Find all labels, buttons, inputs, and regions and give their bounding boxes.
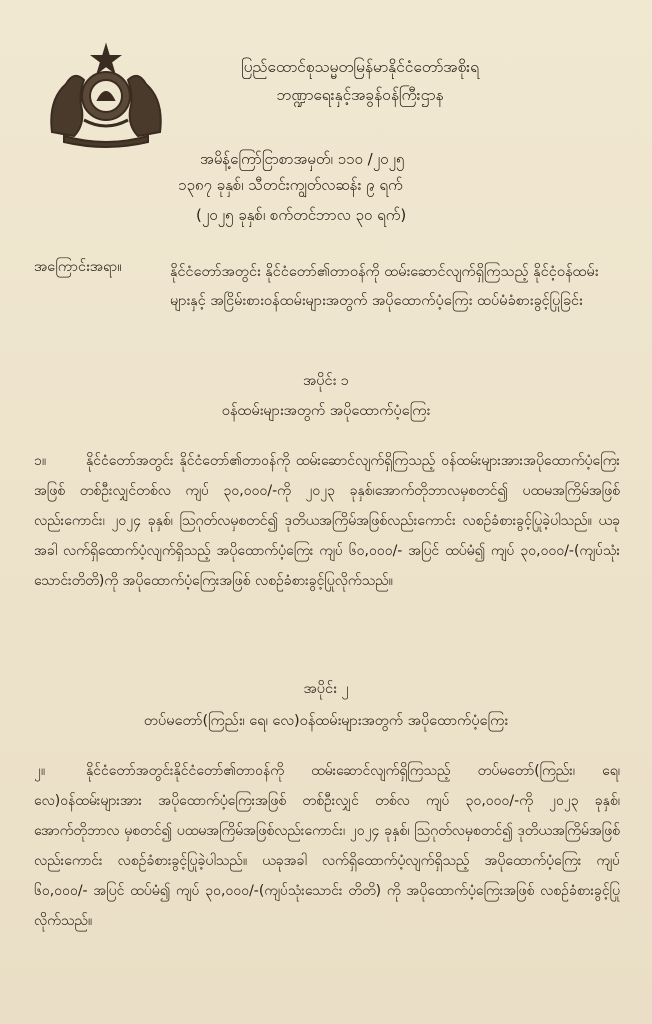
subject-text: နိုင်ငံတော်အတွင်း နိုင်ငံတော်၏တာဝန်ကို ထမ်းဆောင်လျက်ရှိကြသည့် နိုင်ငံ့ဝန်ထမ်းများနှင့် အငြိမ်းစားဝန်ထမ်းများအတွက် အပိုထောက်ပံ့ကြေး ထပ်မံခံစားခွင့်ပြုခြင်း xyxy=(170,264,599,309)
subject-label: အကြောင်းအရာ။ xyxy=(34,259,122,275)
notification-date-gregorian: (၂၀၂၅ ခုနှစ်၊ စက်တင်ဘာလ ၃၀ ရက်) xyxy=(196,206,407,224)
section-1-title: ဝန်ထမ်းများအတွက် အပိုထောက်ပံ့ကြေး xyxy=(221,403,431,419)
ministry-name: ဘဏ္ဍာရေးနှင့်အခွန်ဝန်ကြီးဌာန xyxy=(276,86,444,104)
ministry-government-title: ပြည်ထောင်စုသမ္မတမြန်မာနိုင်ငံတော်အစိုးရ xyxy=(240,58,480,76)
notification-date-myanmar: ၁၃၈၇ ခုနှစ်၊ သီတင်းကျွတ်လဆန်း ၉ ရက် xyxy=(178,176,403,194)
paragraph-text: နိုင်ငံတော်အတွင်း နိုင်ငံတော်၏တာဝန်ကို ထမ်းဆောင်လျက်ရှိကြသည့် ဝန်ထမ်းများအားအပိုထောက်ပံ့ကြေးအဖြစ် တစ်ဦးလျှင်တစ်လ ကျပ် ၃၀,၀၀၀/-ကို ၂၀၂၃ ခုနှစ်၊အောက်တိုဘာလမှစတင်၍ ပထမအကြိမ်အဖြစ်လည်းကောင်း၊ ၂၀၂၄ ခုနှစ်၊ ဩဂုတ်လမှစတင်၍ ဒုတိယအကြိမ်အဖြစ်လည်းကောင်း လစဉ်ခံစားခွင့်ပြုခဲ့ပါသည်။ ယခုအခါ လက်ရှိထောက်ပံ့လျက်ရှိသည့် အပိုထောက်ပံ့ကြေး ကျပ် ၆၀,၀၀၀/- အပြင် ထပ်မံ၍ ကျပ် ၃၀,၀၀၀/-(ကျပ်သုံးသောင်းတိတိ)ကို အပိုထောက်ပံ့ကြေးအဖြစ် လစဉ်ခံစားခွင့်ပြုလိုက်သည်။ xyxy=(34,453,620,589)
paragraph-number: ၁။ xyxy=(34,453,47,469)
notification-number: အမိန့်ကြော်ငြာစာအမှတ်၊ ၁၁၀ /၂၀၂၅ xyxy=(200,150,405,168)
section-2-paragraph xyxy=(34,756,620,936)
section-2-heading: အပိုင်း ၂ xyxy=(303,681,349,697)
section-1-heading: အပိုင်း ၁ xyxy=(302,373,350,389)
paragraph-text: နိုင်ငံတော်အတွင်းနိုင်ငံတော်၏တာဝန်ကို ထမ်းဆောင်လျက်ရှိကြသည့် တပ်မတော်(ကြည်း၊ ရေ၊ လေ)ဝန်ထမ်းများအား အပိုထောက်ပံ့ကြေးအဖြစ် တစ်ဦးလျှင် တစ်လ ကျပ် ၃၀,၀၀၀/-ကို ၂၀၂၃ ခုနှစ်၊ အောက်တိုဘာလ မှစတင်၍ ပထမအကြိမ်အဖြစ်လည်းကောင်း၊ ၂၀၂၄ ခုနှစ်၊ ဩဂုတ်လမှစတင်၍ ဒုတိယအကြိမ်အဖြစ်လည်းကောင်း လစဉ်ခံစားခွင့်ပြုခဲ့ပါသည်။ ယခုအခါ လက်ရှိထောက်ပံ့လျက်ရှိသည့် အပိုထောက်ပံ့ကြေး ကျပ် ၆၀,၀၀၀/- အပြင် ထပ်မံ၍ ကျပ် ၃၀,၀၀၀/-(ကျပ်သုံးသောင်း တိတိ) ကို အပိုထောက်ပံ့ကြေးအဖြစ် လစဉ်ခံစားခွင့်ပြုလိုက်သည်။ xyxy=(34,763,620,929)
section-1-paragraph xyxy=(34,446,620,596)
paragraph-number: ၂။ xyxy=(34,763,46,779)
section-2-title: တပ်မတော်(ကြည်း၊ ရေ၊ လေ)ဝန်ထမ်းများအတွက် အပိုထောက်ပံ့ကြေး xyxy=(143,713,509,729)
